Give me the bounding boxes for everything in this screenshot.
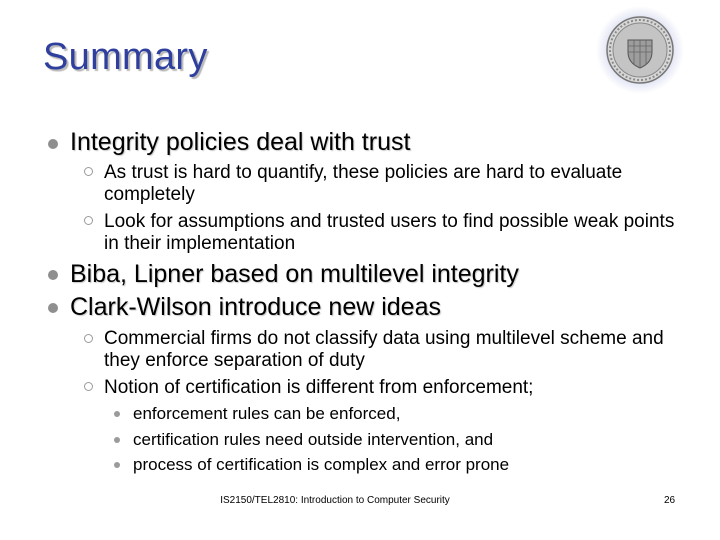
sub-bullet-trust-hard-to-quantify: As trust is hard to quantify, these policies are hard to evaluate completely bbox=[104, 162, 623, 205]
bullet-clark-wilson: Clark-Wilson introduce new ideas bbox=[70, 293, 441, 321]
university-seal-icon bbox=[596, 6, 684, 94]
page-number: 26 bbox=[664, 495, 676, 506]
slide-title: Summary bbox=[43, 36, 208, 78]
sub-bullet-ring-icon bbox=[84, 216, 93, 225]
sub-bullet-ring-icon bbox=[84, 167, 93, 176]
sub-sub-bullet-enforcement-rules: enforcement rules can be enforced, bbox=[133, 404, 401, 423]
bullet-dot-icon bbox=[48, 303, 58, 313]
sub-sub-bullet-dot-icon bbox=[114, 437, 120, 443]
sub-bullet-ring-icon bbox=[84, 334, 93, 343]
sub-bullet-look-for-assumptions: Look for assumptions and trusted users to find possible weak points in their implementation bbox=[104, 211, 675, 254]
sub-sub-bullet-process-of-certification: process of certification is complex and error prone bbox=[133, 455, 510, 474]
bullet-integrity-policies: Integrity policies deal with trust bbox=[70, 128, 411, 156]
bullet-dot-icon bbox=[48, 139, 58, 149]
sub-bullet-ring-icon bbox=[84, 382, 93, 391]
sub-sub-bullet-dot-icon bbox=[114, 462, 120, 468]
bullet-dot-icon bbox=[48, 270, 58, 280]
bullet-biba-lipner: Biba, Lipner based on multilevel integrity bbox=[70, 260, 519, 288]
footer-course-title: IS2150/TEL2810: Introduction to Computer Security bbox=[220, 495, 450, 506]
sub-bullet-notion-of-certification: Notion of certification is different from enforcement; bbox=[104, 377, 534, 398]
sub-bullet-commercial-firms: Commercial firms do not classify data using multilevel scheme and they enforce separation of duty bbox=[104, 328, 664, 371]
sub-sub-bullet-dot-icon bbox=[114, 411, 120, 417]
sub-sub-bullet-certification-rules: certification rules need outside intervention, and bbox=[133, 430, 494, 449]
